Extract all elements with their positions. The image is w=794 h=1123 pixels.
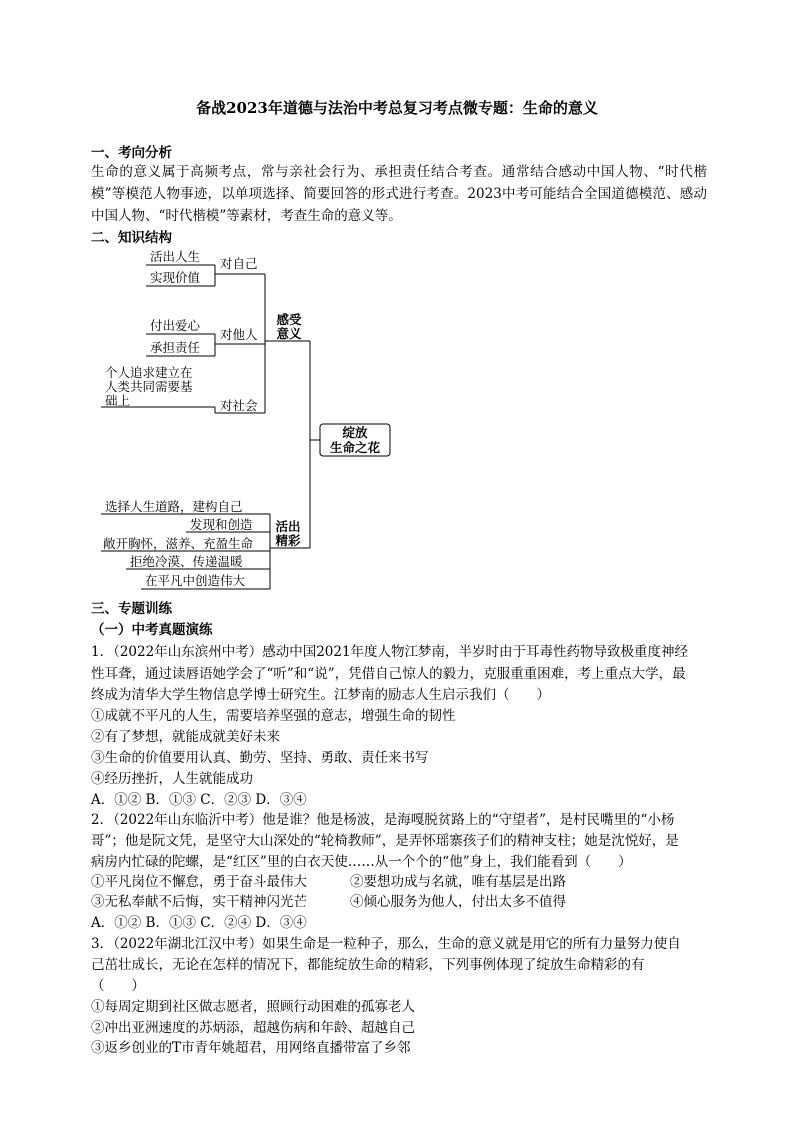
branch-live-item: 敞开胸怀，滋养、充盈生命	[103, 536, 254, 551]
branch-others-item: 付出爱心	[150, 318, 201, 333]
question-2-option: ③无私奉献不后悔，实干精神闪光芒	[91, 894, 307, 910]
question-1-option: ②有了梦想，就能成就美好未来	[91, 729, 280, 745]
question-2-stem: 2．（2022年山东临沂中考）他是谁？他是杨波，是海嘎脱贫路上的“守望者”，是村民嘴里的“小杨	[91, 812, 675, 828]
branch-self-item: 实现价值	[150, 270, 201, 285]
branch-live-item: 拒绝冷漠、传递温暖	[130, 554, 243, 569]
sub-heading-exam-practice: （一）中考真题演练	[91, 622, 213, 638]
question-3-option: ②冲出亚洲速度的苏炳添，超越伤病和年龄、超越自己	[91, 1020, 415, 1036]
question-1-choices: A．①② B．①③ C．②③ D．③④	[91, 792, 307, 808]
branch-society-item: 人类共同需要基	[105, 379, 193, 394]
branch-society-label: 对社会	[220, 398, 258, 413]
question-1-stem: 性耳聋，通过读唇语她学会了“听”和“说”，凭借自己惊人的毅力，克服重重困难，考上重点大学，最	[91, 666, 686, 682]
section-heading-training: 三、专题训练	[91, 601, 172, 617]
question-1-stem: 终成为清华大学生物信息学博士研究生。江梦南的励志人生启示我们（ ）	[91, 687, 550, 703]
branch-society-item: 个人追求建立在	[105, 365, 193, 380]
question-2-option: ②要想功成与名就，唯有基层是出路	[350, 874, 566, 890]
question-3-stem: 3．（2022年湖北江汉中考）如果生命是一粒种子，那么，生命的意义就是用它的所有力量努力使自	[91, 936, 681, 952]
question-2-option: ①平凡岗位不懈怠，勇于奋斗最伟大	[91, 874, 307, 890]
feel-node-line2: 意义	[276, 326, 302, 341]
question-2-stem: 病房内忙碌的陀螺，是“红区”里的白衣天使……从一个个的“他”身上，我们能看到（ ）	[91, 854, 632, 870]
section-heading-analysis: 一、考向分析	[91, 145, 172, 161]
question-1-option: ①成就不平凡的人生，需要培养坚强的意志，增强生命的韧性	[91, 708, 456, 724]
branch-society-item: 础上	[105, 393, 131, 408]
branch-others-item: 承担责任	[150, 340, 201, 355]
section-heading-structure: 二、知识结构	[91, 230, 172, 246]
analysis-paragraph: 生命的意义属于高频考点，常与亲社会行为、承担责任结合考查。通常结合感动中国人物、“时代楷模”等模范人物事迹，以单项选择、简要回答的形式进行考查。2023中考可能结合全国道德模范、感动中国人物、“时代楷模”等素材，考查生命的意义等。	[91, 164, 707, 224]
center-node-line1: 绽放	[342, 425, 368, 440]
question-2-option: ④倾心服务为他人，付出太多不值得	[350, 894, 566, 910]
question-2-choices: A．①② B．①③ C．②④ D．③④	[91, 915, 307, 931]
question-1-option: ④经历挫折，人生就能成功	[91, 771, 253, 787]
document-title: 备战2023年道德与法治中考总复习考点微专题：生命的意义	[196, 99, 598, 117]
question-3-option: ③返乡创业的T市青年姚超君，用网络直播带富了乡邻	[91, 1040, 411, 1056]
branch-live-item: 选择人生道路，建构自己	[105, 499, 243, 514]
branch-self-item: 活出人生	[150, 249, 201, 264]
branch-self-label: 对自己	[220, 256, 258, 271]
branch-others-label: 对他人	[220, 327, 258, 342]
question-3-option: ①每周定期到社区做志愿者，照顾行动困难的孤寡老人	[91, 999, 415, 1015]
question-3-stem: 己茁壮成长，无论在怎样的情况下，都能绽放生命的精彩，下列事例体现了绽放生命精彩的有	[91, 957, 645, 973]
live-node-line2: 精彩	[275, 533, 301, 548]
question-1-option: ③生命的价值要用认真、勤劳、坚持、勇敢、责任来书写	[91, 750, 429, 766]
live-node-line1: 活出	[275, 519, 301, 534]
question-2-stem: 哥”；他是阮文凭，是坚守大山深处的“轮椅教师”，是弄怀瑶寨孩子们的精神支柱；她是沈悦好，是	[91, 833, 679, 849]
question-1-stem: 1．（2022年山东滨州中考）感动中国2021年度人物江梦南，半岁时由于耳毒性药物导致极重度神经	[91, 644, 689, 660]
question-3-stem: （ ）	[91, 978, 145, 994]
feel-node-line1: 感受	[276, 312, 302, 327]
branch-live-item: 在平凡中创造伟大	[145, 573, 246, 588]
center-node-line2: 生命之花	[329, 440, 381, 455]
branch-live-item: 发现和创造	[190, 517, 253, 532]
